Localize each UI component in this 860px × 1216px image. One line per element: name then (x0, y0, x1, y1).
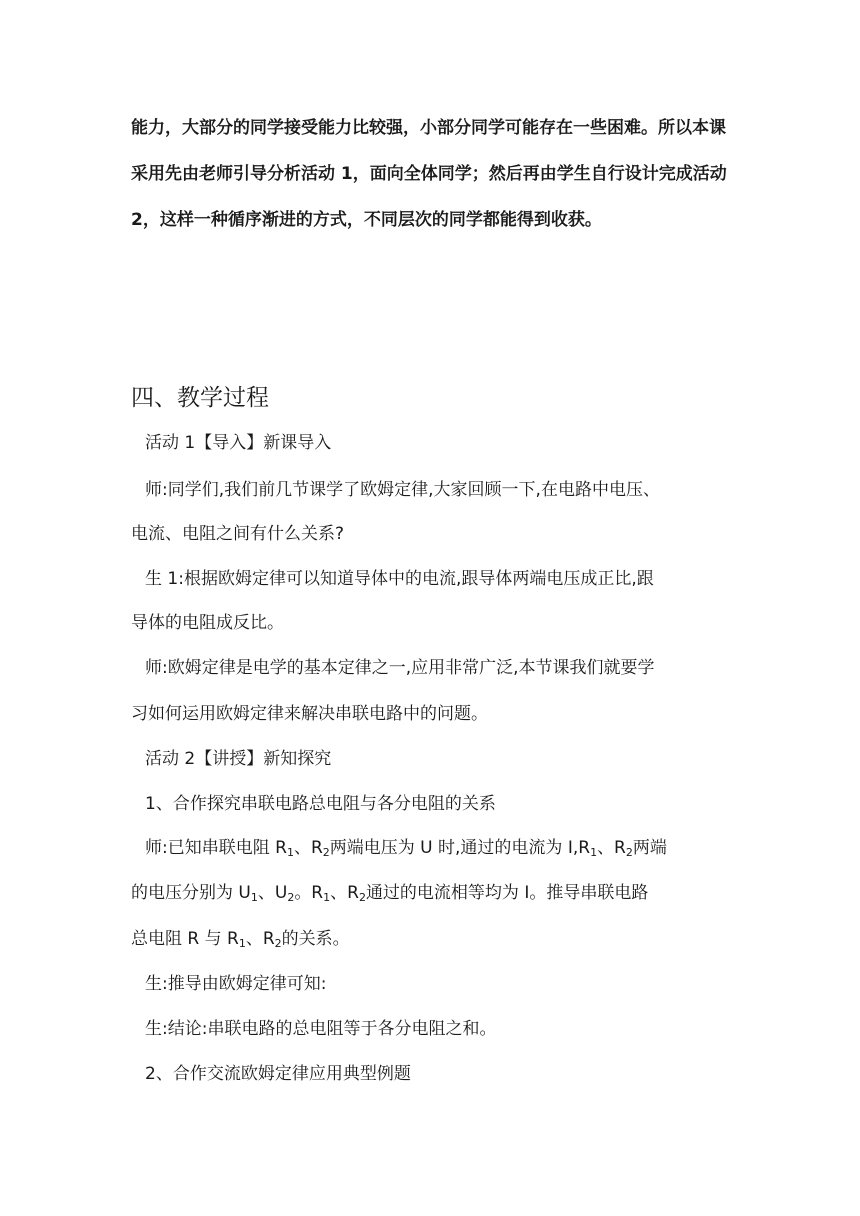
student-derivation: 生:推导由欧姆定律可知: (145, 974, 327, 994)
teacher-question-line-2: 电流、电阻之间有什么关系? (131, 524, 345, 544)
teacher-statement-line-2: 习如何运用欧姆定律来解决串联电路中的问题。 (131, 704, 488, 724)
teacher-known-line-3: 总电阻 R 与 $R_1$、$R_2$的关系。 (131, 929, 350, 950)
student-answer-line-1: 生 1:根据欧姆定律可以知道导体中的电流,跟导体两端电压成正比,跟 (145, 569, 654, 589)
teacher-statement-line-1: 师:欧姆定律是电学的基本定律之一,应用非常广泛,本节课我们就要学 (145, 658, 655, 678)
teacher-question-line-1: 师:同学们,我们前几节课学了欧姆定律,大家回顾一下,在电路中电压、 (145, 480, 660, 500)
student-answer-line-2: 导体的电阻成反比。 (131, 613, 284, 633)
activity1-title: 活动 1【导入】新课导入 (145, 433, 332, 453)
section-title: 四、教学过程 (131, 385, 269, 411)
subsection-1-title: 1、合作探究串联电路总电阻与各分电阻的关系 (145, 794, 496, 814)
student-conclusion: 生:结论:串联电路的总电阻等于各分电阻之和。 (145, 1019, 497, 1039)
intro-line-1: 能力，大部分的同学接受能力比较强，小部分同学可能存在一些困难。所以本课 (131, 118, 726, 138)
subsection-2-title: 2、合作交流欧姆定律应用典型例题 (145, 1064, 411, 1084)
teacher-known-line-1: 师:已知串联电阻 $R_1$、$R_2$两端电压为 U 时,通过的电流为 $I,R_1$、$R_2$两端 (145, 838, 667, 859)
intro-line-2: 采用先由老师引导分析活动 1，面向全体同学；然后再由学生自行设计完成活动 (131, 164, 727, 184)
intro-line-3: 2，这样一种循序渐进的方式，不同层次的同学都能得到收获。 (131, 210, 602, 230)
teacher-known-line-2: 的电压分别为 $U_1$、$U_2$。$R_1$、$R_2$通过的电流相等均为 I。推导串联电路 (131, 883, 649, 904)
activity2-title: 活动 2【讲授】新知探究 (145, 749, 332, 769)
